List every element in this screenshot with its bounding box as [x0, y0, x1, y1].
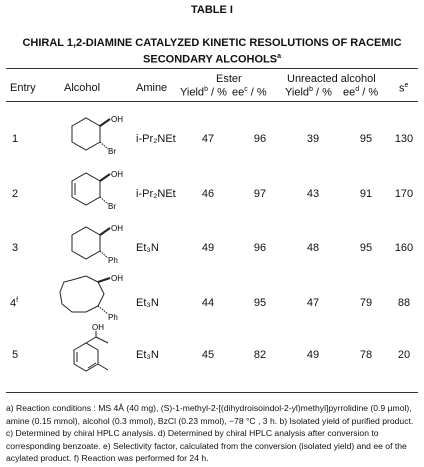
header-rule: [6, 101, 418, 102]
substituent-label: Ph: [108, 256, 118, 265]
header-selectivity: [399, 82, 408, 95]
ester-yield-cell: 44: [201, 297, 215, 309]
header-unreacted-alcohol: Unreacted alcohol: [287, 73, 376, 85]
header-entry: Entry: [10, 82, 36, 94]
structure-bromocyclohexenol: [60, 167, 130, 211]
amine-cell: Et₃N: [136, 297, 159, 309]
selectivity-cell: 160: [394, 242, 414, 254]
header-yield-sup: b: [204, 86, 208, 93]
alcohol-yield-cell: 48: [306, 242, 320, 254]
bottom-rule: [6, 392, 418, 393]
hydroxyl-label: OH: [111, 115, 123, 124]
entry-number: 5: [12, 349, 19, 361]
selectivity-cell: 130: [394, 133, 414, 145]
selectivity-cell: 170: [394, 188, 414, 200]
selectivity-cell: 20: [397, 349, 411, 361]
ester-yield-cell: 46: [201, 188, 215, 200]
header-yield-label: Yield: [285, 86, 310, 99]
ester-yield-cell: 47: [201, 133, 215, 145]
amine-cell: i-Pr₂NEt: [136, 188, 176, 200]
header-ester-ee: [232, 86, 267, 99]
alcohol-yield-cell: 49: [306, 349, 320, 361]
substituent-label: Br: [108, 202, 116, 211]
structure-phenylcyclooctanol: [50, 272, 134, 322]
header-ee-sup: d: [355, 86, 360, 93]
alcohol-yield-cell: 47: [306, 297, 320, 309]
alcohol-ee-cell: 95: [359, 242, 373, 254]
entry-number: [10, 297, 18, 310]
entry-number-text: 4: [10, 297, 17, 310]
amine-cell: Et₃N: [136, 349, 159, 361]
structure-phenylcyclohexanol: [60, 221, 130, 265]
header-unit: / %: [312, 86, 332, 99]
table-footnotes: a) Reaction conditions : MS 4Å (40 mg), (S)-1-methyl-2-[(dihydroisoindol-2-yl)methyl]pyrrolidine (0.9 µmol), amine (0.15 mmol), alcohol (0.3 mmol), BzCl (0.23 mmol), −78 °C , 3 h. b) Isolated yield of purified product. c) Determined by chiral HPLC analysis. d) Determined by chiral HPLC analysis after conversion to corresponding benzoate. e) Selectivity factor, calculated from the conversion (isolated yield) and ee of the acylated product. f) Reaction was performed for 24 h.: [6, 403, 414, 463]
header-unit: / %: [247, 86, 267, 99]
amine-cell: Et₃N: [136, 242, 159, 254]
header-yield-sup: b: [309, 86, 313, 93]
header-amine: Amine: [136, 82, 168, 94]
hydroxyl-label: OH: [111, 224, 123, 233]
entry-footnote-mark: f: [16, 297, 19, 304]
substituent-label: Ph: [108, 313, 118, 322]
substituent-label: Br: [108, 147, 116, 156]
alcohol-ee-cell: 79: [359, 297, 373, 309]
top-rule: [6, 68, 418, 69]
table-subtitle: [0, 36, 424, 67]
ester-yield-cell: 45: [201, 349, 215, 361]
ester-ee-cell: 96: [253, 133, 267, 145]
header-ee-sup: c: [244, 86, 248, 93]
header-alcohol: Alcohol: [64, 82, 101, 94]
header-unit: / %: [359, 86, 379, 99]
header-yield-label: Yield: [180, 86, 205, 99]
ester-ee-cell: 82: [253, 349, 267, 361]
entry-number: 2: [12, 188, 19, 200]
structure-tolylethanol: [62, 323, 132, 378]
alcohol-yield-cell: 39: [306, 133, 320, 145]
subtitle-footnote-mark: a: [277, 53, 281, 60]
entry-number: 3: [12, 242, 19, 254]
hydroxyl-label: OH: [92, 323, 104, 332]
ester-ee-cell: 96: [253, 242, 267, 254]
header-s-label: s: [399, 82, 405, 95]
alcohol-ee-cell: 78: [359, 349, 373, 361]
selectivity-cell: 88: [397, 297, 411, 309]
header-ee-label: ee: [232, 86, 245, 99]
ester-yield-cell: 49: [201, 242, 215, 254]
header-ee-label: ee: [343, 86, 356, 99]
subtitle-text: CHIRAL 1,2-DIAMINE CATALYZED KINETIC RESOLUTIONS OF RACEMIC SECONDARY ALCOHOLS: [22, 37, 402, 66]
structure-bromocyclohexanol: [60, 112, 130, 156]
header-ester: Ester: [216, 73, 242, 85]
header-unit: / %: [207, 86, 227, 99]
header-s-sup: e: [404, 82, 409, 89]
amine-cell: i-Pr₂NEt: [136, 133, 176, 145]
ester-ee-cell: 97: [253, 188, 267, 200]
ester-ee-cell: 95: [253, 297, 267, 309]
header-ester-yield: [180, 86, 227, 99]
hydroxyl-label: OH: [111, 170, 123, 179]
table-title: TABLE I: [191, 4, 233, 16]
hydroxyl-label: OH: [111, 274, 123, 283]
header-alcohol-ee: [343, 86, 378, 99]
alcohol-ee-cell: 95: [359, 133, 373, 145]
alcohol-ee-cell: 91: [359, 188, 373, 200]
entry-number: 1: [12, 133, 19, 145]
header-alcohol-yield: [285, 86, 332, 99]
alcohol-yield-cell: 43: [306, 188, 320, 200]
